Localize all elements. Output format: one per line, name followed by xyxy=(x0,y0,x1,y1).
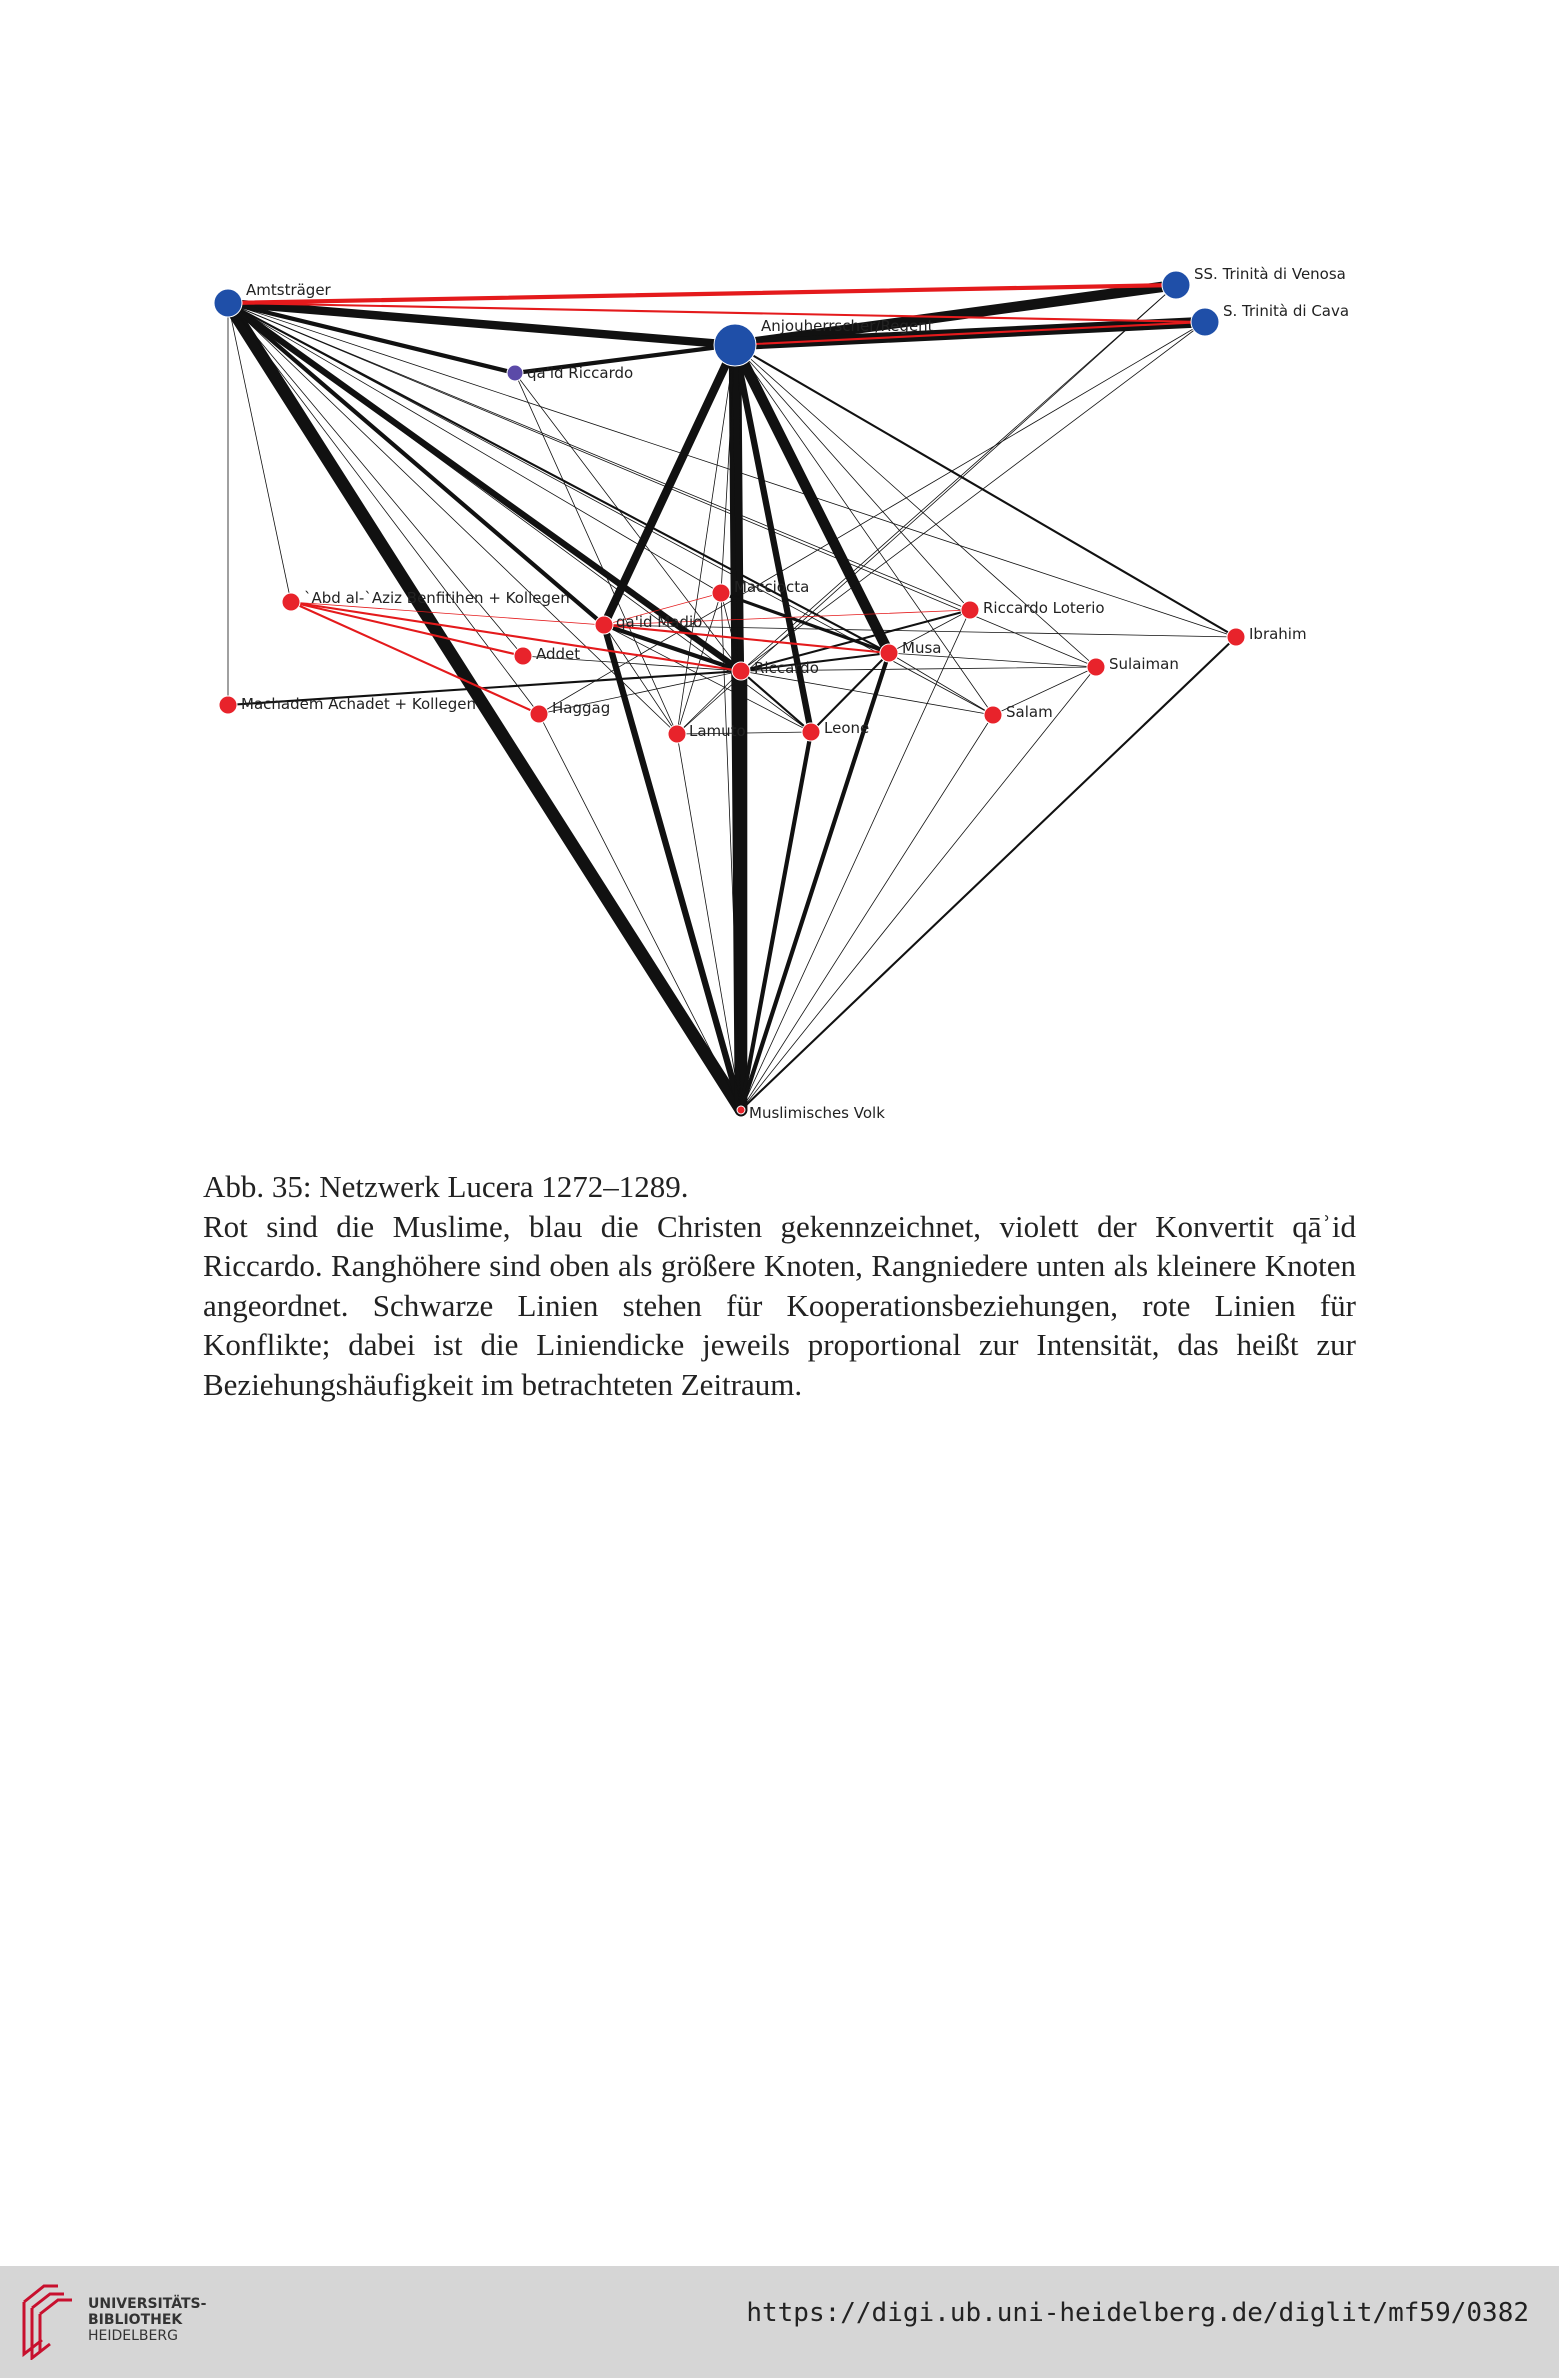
node-label-machadem: Machadem Achadet + Kollegen xyxy=(241,695,476,713)
node-sulaiman xyxy=(1087,658,1105,676)
node-label-sulaiman: Sulaiman xyxy=(1109,655,1179,673)
node-qaid_madio xyxy=(595,616,613,634)
node-lamuto xyxy=(668,725,686,743)
node-label-ibrahim: Ibrahim xyxy=(1249,625,1307,643)
node-riccardo xyxy=(732,662,750,680)
node-label-venosa: SS. Trinità di Venosa xyxy=(1194,265,1346,283)
node-abd xyxy=(282,593,300,611)
node-label-lamuto: Lamuto xyxy=(689,722,746,740)
node-label-volk: Muslimisches Volk xyxy=(749,1104,885,1122)
node-label-anjou: Anjouherrscher/Regent xyxy=(761,317,934,335)
node-machadem xyxy=(219,696,237,714)
edge-sulaiman-volk-cooperation xyxy=(741,667,1096,1110)
edge-amtstraeger-riccardo_loterio-cooperation xyxy=(228,303,970,610)
edge-amtstraeger-haggag-cooperation xyxy=(228,303,539,714)
logo-line: HEIDELBERG xyxy=(88,2328,178,2344)
node-leone xyxy=(802,723,820,741)
figure-caption xyxy=(203,1167,1356,1404)
edge-qaid_madio-volk-cooperation xyxy=(604,625,741,1110)
node-label-amtstraeger: Amtsträger xyxy=(246,281,331,299)
node-label-musa: Musa xyxy=(902,639,942,657)
node-label-addet: Addet xyxy=(536,645,581,663)
node-salam xyxy=(984,706,1002,724)
caption-body: Rot sind die Muslime, blau die Christen gekennzeichnet, violett der Konvertit qāʾid Riccardo. Ranghöhere sind oben als größere Knoten, Rangniedere unten als kleinere Knoten angeordnet. Schwarze Linien stehen für Kooperationsbeziehungen, rote Linien für Konflikte; dabei ist die Liniendicke jeweils proportional zur Intensität, das heißt zur Beziehungshäufigkeit im betrachteten Zeitraum. xyxy=(203,1208,1356,1402)
footer-bar xyxy=(0,2266,1559,2378)
node-riccardo_loterio xyxy=(961,601,979,619)
edge-amtstraeger-anjou-cooperation xyxy=(228,303,735,345)
node-label-riccardo_loterio: Riccardo Loterio xyxy=(983,599,1105,617)
node-label-cava: S. Trinità di Cava xyxy=(1223,302,1350,320)
node-musa xyxy=(880,644,898,662)
node-volk xyxy=(737,1106,745,1114)
edge-anjou-qaid_madio-cooperation xyxy=(604,345,735,625)
node-haggag xyxy=(530,705,548,723)
node-venosa xyxy=(1162,271,1190,299)
node-label-qaid_madio: qa'id Madio xyxy=(616,613,703,631)
edge-abd-addet-conflict xyxy=(291,602,523,656)
node-addet xyxy=(514,647,532,665)
logo-line: UNIVERSITÄTS- xyxy=(88,2296,207,2312)
edge-amtstraeger-qaid_madio-cooperation xyxy=(228,303,604,625)
node-qaid_riccardo xyxy=(507,365,523,381)
node-ibrahim xyxy=(1227,628,1245,646)
node-amtstraeger xyxy=(214,289,242,317)
caption-title: Abb. 35: Netzwerk Lucera 1272–1289. xyxy=(203,1169,689,1204)
node-label-macciocta: Macciocta xyxy=(734,578,810,596)
library-logo-text xyxy=(88,2296,206,2344)
edge-riccardo_loterio-volk-cooperation xyxy=(741,610,970,1110)
network-diagram xyxy=(0,0,1559,1140)
node-cava xyxy=(1191,308,1219,336)
node-macciocta xyxy=(712,584,730,602)
node-label-riccardo: Riccardo xyxy=(754,659,819,677)
node-anjou xyxy=(714,324,756,366)
library-logo-icon xyxy=(18,2280,80,2360)
node-label-leone: Leone xyxy=(824,719,870,737)
node-label-salam: Salam xyxy=(1006,703,1053,721)
edge-amtstraeger-macciocta-cooperation xyxy=(228,303,721,593)
node-label-haggag: Haggag xyxy=(552,699,611,717)
source-url[interactable]: https://digi.ub.uni-heidelberg.de/diglit/mf59/0382 xyxy=(746,2298,1529,2328)
node-label-qaid_riccardo: qa'id Riccardo xyxy=(527,364,634,382)
logo-line: BIBLIOTHEK xyxy=(88,2312,183,2328)
node-label-abd: `Abd al-`Aziz Benfitihen + Kollegen xyxy=(304,589,570,607)
edge-haggag-volk-cooperation xyxy=(539,714,741,1110)
